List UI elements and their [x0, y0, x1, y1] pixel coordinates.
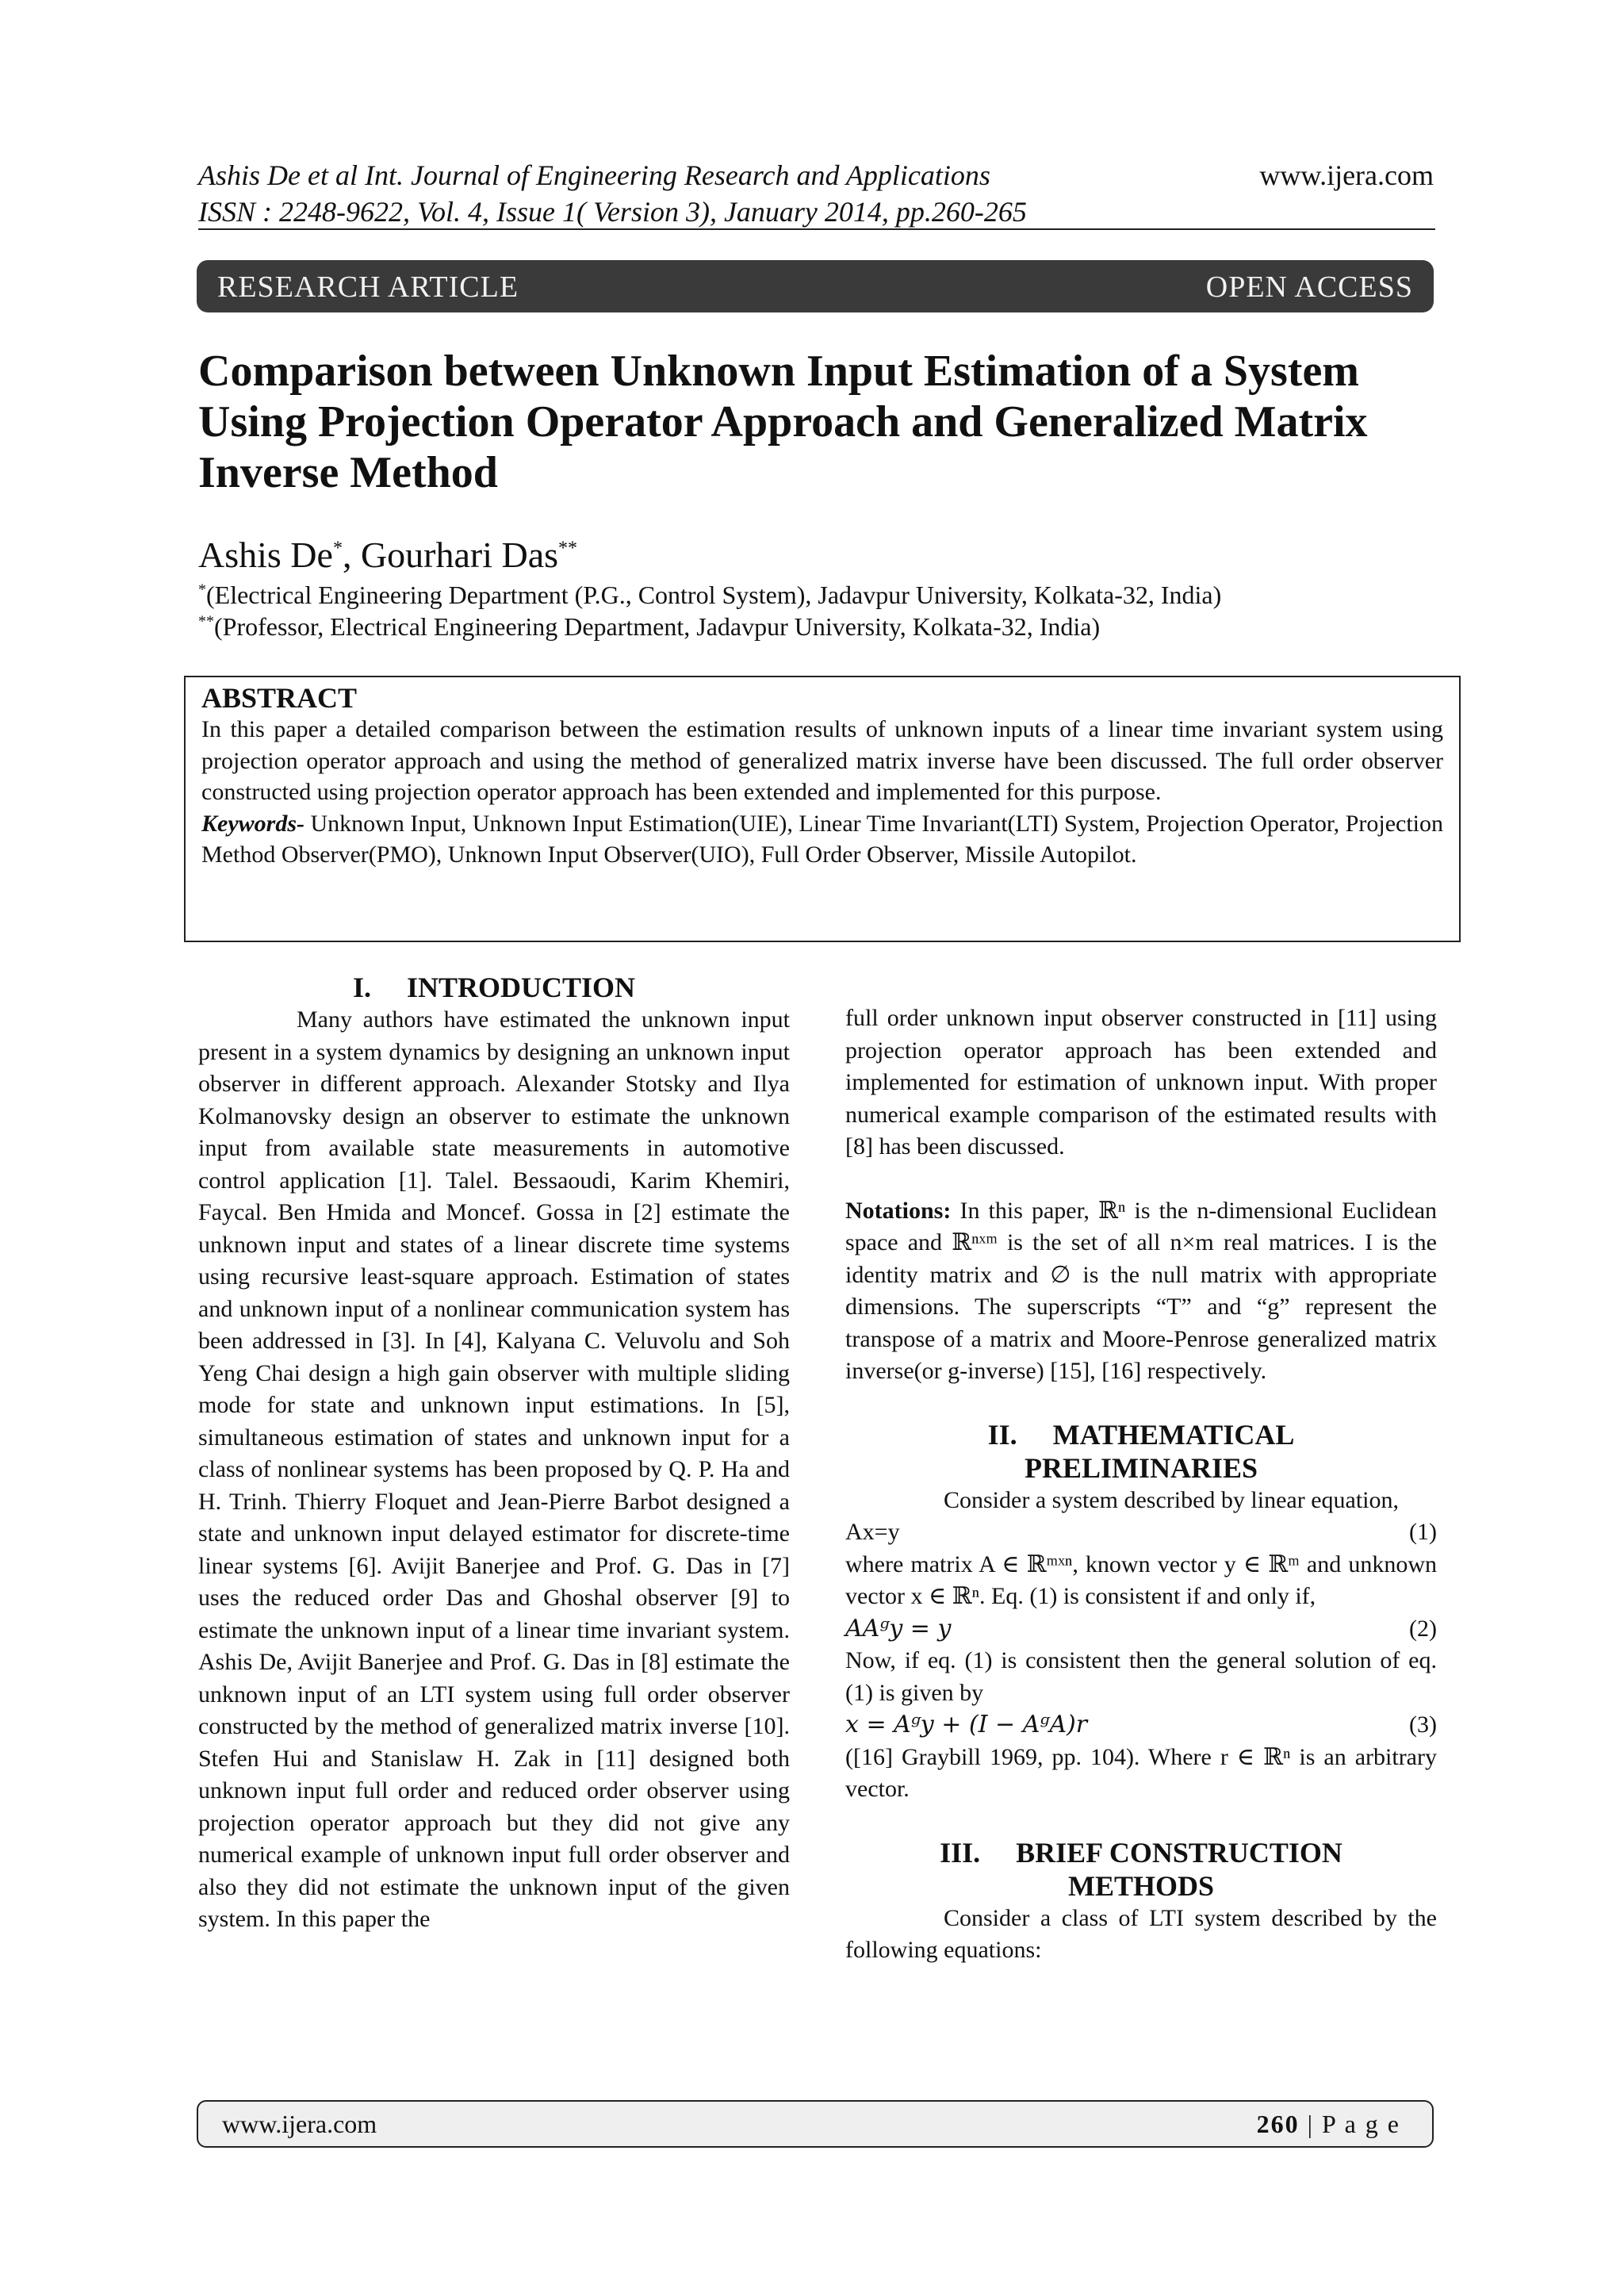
intro-heading	[198, 971, 790, 1004]
page-number-value: 260	[1256, 2110, 1300, 2138]
equation-3-number: (3)	[1409, 1711, 1437, 1738]
research-article-label: RESEARCH ARTICLE	[217, 270, 519, 304]
abstract-heading: ABSTRACT	[201, 682, 358, 714]
left-column	[198, 971, 790, 1936]
author-1: Ashis De	[198, 535, 333, 575]
issn-line: ISSN : 2248-9622, Vol. 4, Issue 1( Version 3), January 2014, pp.260-265	[198, 196, 1027, 228]
paper-title: Comparison between Unknown Input Estimation of a System Using Projection Operator Approach and Generalized Matrix Inverse Method	[198, 347, 1368, 497]
author-1-mark: *	[332, 538, 343, 559]
section2-title: MATHEMATICAL	[1052, 1418, 1295, 1451]
page-footer	[197, 2100, 1434, 2148]
affiliation-1	[198, 579, 1435, 611]
section3-title: BRIEF CONSTRUCTION	[1016, 1836, 1342, 1869]
affiliation-1-mark: *	[198, 581, 206, 599]
section2-text-3: ([16] Graybill 1969, pp. 104). Where r ∈ ℝⁿ is an arbitrary vector.	[845, 1743, 1437, 1802]
equation-3-body: x = Aᵍy + (I − AᵍA)r	[845, 1711, 1088, 1738]
notations-paragraph	[845, 1195, 1437, 1388]
page-number-label: | P a g e	[1299, 2110, 1400, 2138]
equation-1-number: (1)	[1409, 1519, 1437, 1545]
intro-paragraph: Many authors have estimated the unknown input present in a system dynamics by designing an unknown input observer in different approach. Alexander Stotsky and Ilya Kolmanovsky design an observer to estimate the unknown input from available state measurements in automotive control application [1]. Talel. Bessaoudi, Karim Khemiri, Faycal. Ben Hmida and Moncef. Gossa in [2] estimate the unknown input and states of a linear discrete time systems using recursive least-square approach. Estimation of states and unknown input of a nonlinear communication system has been addressed in [3]. In [4], Kalyana C. Veluvolu and Soh Yeng Chai design a high gain observer with multiple sliding mode for state and unknown input estimations. In [5], simultaneous estimation of states and unknown input for a class of nonlinear systems has been proposed by Q. P. Ha and H. Trinh. Thierry Floquet and Jean-Pierre Barbot designed a state and unknown input delayed estimator for discrete-time linear systems [6]. Avijit Banerjee and Prof. G. Das in [7] uses the reduced order Das and Ghoshal observer [9] to estimate the unknown input of a linear time invariant system. Ashis De, Avijit Banerjee and Prof. G. Das in [8] estimate the unknown input of an LTI system using full order observer constructed by the method of generalized matrix inverse [10]. Stefen Hui and Stanislaw H. Zak in [11] designed both unknown input full order and reduced order observer using projection operator approach but they did not give any numerical example of unknown input full order observer and also they did not estimate the unknown input of the given system. In this paper the	[198, 1006, 790, 1932]
keywords-label: Keywords-	[201, 810, 304, 837]
right-column	[845, 1002, 1437, 1967]
intro-number: I.	[352, 972, 371, 1003]
equation-2-body: AAᵍy = y	[845, 1614, 952, 1642]
running-header	[198, 157, 1027, 230]
open-access-label: OPEN ACCESS	[1205, 270, 1413, 304]
affiliation-1-text: (Electrical Engineering Department (P.G., Control System), Jadavpur University, Kolkata-32, India)	[206, 581, 1222, 609]
author-2: Gourhari Das	[360, 535, 559, 575]
section2-intro: Consider a system described by linear equation,	[944, 1486, 1400, 1513]
section3-heading	[845, 1836, 1437, 1903]
section3-title-line2: METHODS	[1067, 1869, 1215, 1902]
section3-number: III.	[940, 1836, 981, 1869]
affiliation-2-mark: **	[198, 612, 214, 631]
abstract-text: In this paper a detailed comparison between the estimation results of unknown inputs of a linear time invariant system using projection operator approach and using the method of generalized matrix inverse have been discussed. The full order observer constructed using projection operator approach has been extended and implemented for this purpose.	[201, 716, 1443, 805]
author-separator: ,	[342, 535, 361, 575]
notations-label: Notations:	[845, 1197, 952, 1224]
section2-title-line2: PRELIMINARIES	[1024, 1451, 1258, 1484]
footer-website[interactable]: www.ijera.com	[222, 2110, 377, 2138]
section2-heading	[845, 1418, 1437, 1485]
equation-3	[845, 1709, 1437, 1742]
journal-line: Ashis De et al Int. Journal of Engineering Research and Applications	[198, 159, 990, 191]
affiliation-2	[198, 611, 1435, 642]
intro-title: INTRODUCTION	[406, 972, 636, 1003]
article-type-banner	[197, 260, 1434, 312]
equation-1-body: Ax=y	[845, 1519, 900, 1545]
header-website[interactable]: www.ijera.com	[1259, 159, 1434, 191]
notations-text: In this paper, ℝⁿ is the n-dimensional Euclidean space and ℝⁿˣᵐ is the set of all n×m real matrices. I is the identity matrix and ∅ is the null matrix with appropriate dimensions. The superscripts “T” and “g” represent the transpose of a matrix and Moore-Penrose generalized matrix inverse(or g-inverse) [15], [16] respectively.	[845, 1197, 1438, 1384]
equation-2	[845, 1613, 1437, 1646]
section2-text-1: where matrix A ∈ ℝᵐˣⁿ, known vector y ∈ ℝᵐ and unknown vector x ∈ ℝⁿ. Eq. (1) is consistent if and only if,	[845, 1550, 1437, 1609]
section3-text: Consider a class of LTI system described by the following equations:	[845, 1904, 1437, 1963]
keywords-text: Unknown Input, Unknown Input Estimation(UIE), Linear Time Invariant(LTI) System, Projection Operator, Projection Method Observer(PMO), Unknown Input Observer(UIO), Full Order Observer, Missile Autopilot.	[201, 810, 1443, 868]
section2-text-2: Now, if eq. (1) is consistent then the general solution of eq. (1) is given by	[845, 1647, 1437, 1706]
author-list	[198, 533, 577, 577]
equation-1	[845, 1516, 1437, 1549]
header-divider	[198, 228, 1435, 230]
author-2-mark: **	[558, 538, 578, 559]
equation-2-number: (2)	[1409, 1615, 1437, 1642]
page-number	[1257, 2110, 1400, 2139]
section2-number: II.	[987, 1418, 1017, 1451]
abstract-box	[184, 676, 1461, 942]
affiliation-2-text: (Professor, Electrical Engineering Department, Jadavpur University, Kolkata-32, India)	[214, 612, 1101, 641]
keywords	[201, 808, 1443, 871]
intro-continued: full order unknown input observer constructed in [11] using projection operator approach has been extended and implemented for estimation of unknown input. With proper numerical example comparison of the estimated results with [8] has been discussed.	[845, 1005, 1437, 1159]
